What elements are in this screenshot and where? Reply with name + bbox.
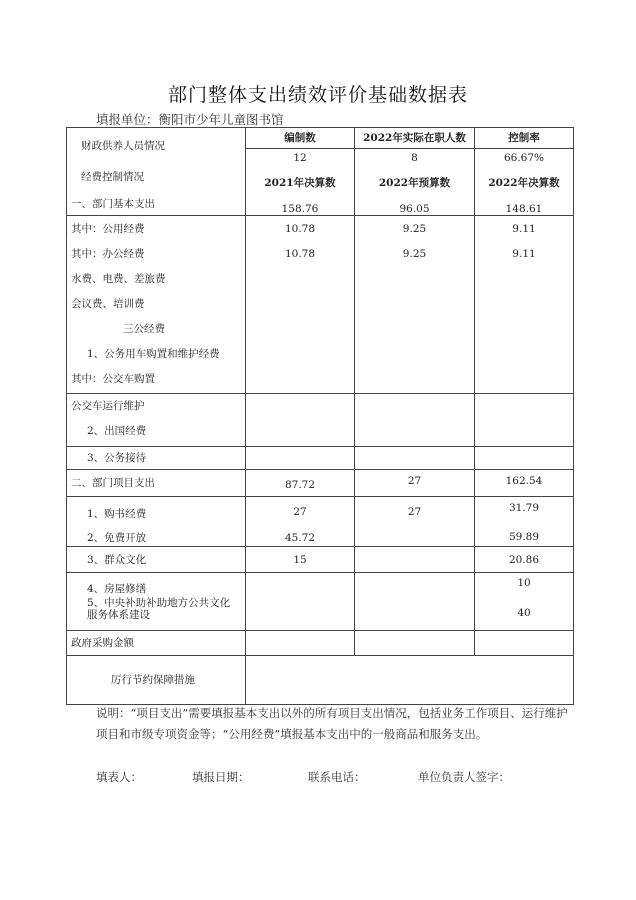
row-label-abroad: 2、出国经费 [87,425,147,437]
p3-value-3: 20.86 [508,554,540,566]
funds-header-1: 2021年决算数 [264,177,336,189]
reception-cell [67,447,246,470]
p3-label-cell [67,547,246,573]
staff-value-3: 66.67% [503,152,545,164]
public-funds-value-3: 9.11 [512,223,536,235]
header-cell-1 [246,128,355,216]
row-label-p4: 4、房屋修缮 [87,583,147,595]
row-label-vehicle: 1、公务用车购置和维护经费 [87,348,220,360]
row-label-project: 二、部门项目支出 [71,477,155,489]
p2-value-1: 45.72 [284,532,316,544]
project-value-2: 27 [407,475,422,487]
footnote: 说明：“项目支出”需要填报基本支出以外的所有项目支出情况，包括业务工作项目、运行维护项目和市级专项资金等；“公用经费”填报基本支出中的一般商品和服务支出。 [96,706,568,741]
row-label-p3: 3、群众文化 [87,554,147,566]
page-title: 部门整体支出绩效评价基础数据表 [167,84,468,106]
row-label-three-public: 三公经费 [123,323,165,335]
funds-header-3: 2022年决算数 [488,177,560,189]
p1-value-1: 27 [293,506,307,518]
basic-value-2: 96.05 [399,203,430,215]
p1-p2-label-cell [67,497,246,547]
row-label-meeting: 会议费、培训费 [71,298,145,310]
project-label-cell [67,470,246,497]
p2-value-3: 59.89 [508,531,540,543]
office-value-2: 9.25 [402,248,427,260]
project-value-1: 87.72 [284,479,316,491]
basic-detail-labels [67,216,246,394]
p1-value-2: 27 [407,506,422,518]
staff-value-1: 12 [293,152,307,164]
row-label-office: 其中：办公经费 [71,248,145,260]
saving-label-cell [67,656,246,705]
row-label-p5: 5、中央补助补助地方公共文化服务体系建设 [87,597,231,621]
row-label-saving: 厉行节约保障措施 [111,674,195,686]
saving-content-cell [246,656,574,705]
row-label-procurement: 政府采购金额 [71,637,134,649]
staff-label: 财政供养人员情况 [81,140,165,152]
sign-date: 填报日期： [192,770,250,784]
staff-header-2: 2022年实际在职人数 [363,132,466,144]
basic-value-3: 148.61 [505,203,543,215]
data-table [66,127,574,705]
sign-leader: 单位负责人签字： [418,770,510,784]
vehicle-run-abroad-cell [67,394,246,447]
public-funds-value-2: 9.25 [402,223,427,235]
p4-p5-label-cell [67,573,246,631]
p1-value-3: 31.79 [508,502,540,514]
staff-value-2: 8 [411,152,418,164]
p5-value-3: 40 [517,607,531,619]
sign-phone: 联系电话： [308,770,366,784]
procurement-label-cell [67,631,246,656]
basic-detail-col-2 [355,216,475,394]
basic-detail-col-3 [475,216,574,394]
sign-filler: 填表人： [96,770,142,784]
funds-header-2: 2022年预算数 [378,177,451,189]
staff-funds-label-cell [67,128,246,216]
staff-header-1: 编制数 [284,132,316,144]
public-funds-value-1: 10.78 [284,223,316,235]
row-label-p2: 2、免费开放 [87,532,147,544]
staff-header-3: 控制率 [508,132,540,144]
header-cell-2 [355,128,475,216]
basic-value-1: 158.76 [281,203,319,215]
row-label-vehicle-run: 公交车运行维护 [71,400,145,412]
project-value-3: 162.54 [505,475,543,487]
basic-detail-col-1 [246,216,355,394]
reporting-unit: 填报单位：衡阳市少年儿童图书馆 [96,112,284,127]
header-cell-3 [475,128,574,216]
office-value-1: 10.78 [284,248,316,260]
row-label-public-funds: 其中：公用经费 [71,223,145,235]
p3-value-1: 15 [293,554,307,566]
row-label-reception: 3、公务接待 [87,452,147,464]
office-value-3: 9.11 [512,248,536,260]
row-label-p1: 1、购书经费 [87,508,147,520]
row-label-utilities: 水费、电费、差旅费 [71,273,166,285]
p4-value-3: 10 [517,577,531,589]
row-label-vehicle-buy: 其中：公交车购置 [71,373,155,385]
funds-label: 经费控制情况 [81,171,144,183]
row-label-basic: 一、部门基本支出 [71,198,155,210]
